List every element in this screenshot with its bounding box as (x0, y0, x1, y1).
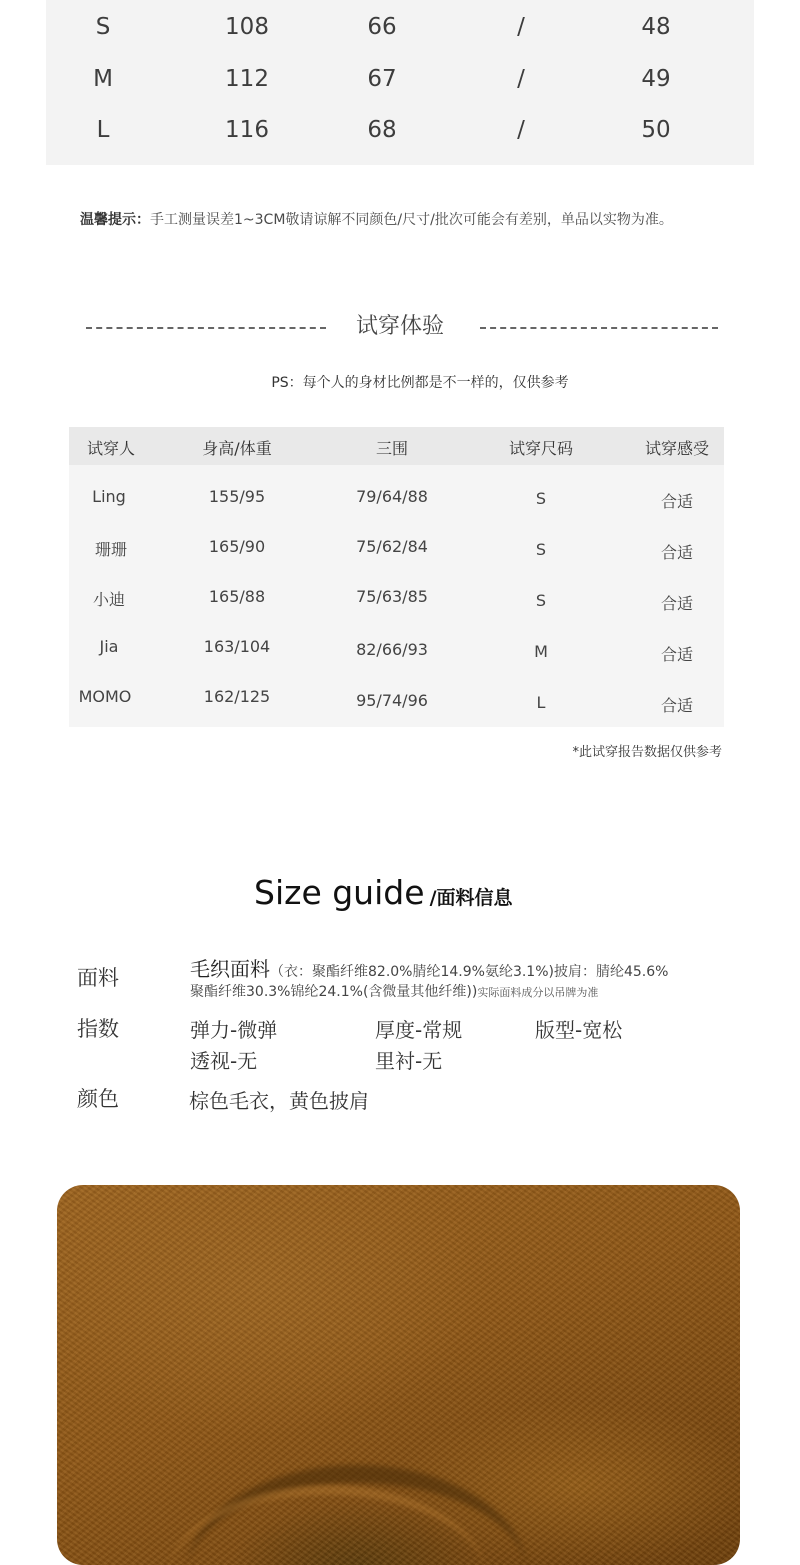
size-cell: L (96, 117, 110, 143)
size-row (46, 53, 754, 105)
trial-cell: 75/62/84 (356, 537, 428, 556)
color-value: 棕色毛衣，黄色披肩 (189, 1089, 369, 1113)
size-table (46, 0, 754, 165)
fabric-detail-1: （衣：聚酯纤维82.0%腈纶14.9%氨纶3.1%)披肩：腈纶45.6% (270, 964, 669, 980)
trial-cell: M (534, 642, 548, 661)
trial-table (69, 427, 724, 727)
size-guide-subtitle: /面料信息 (429, 887, 513, 909)
fabric-note: 实际面料成分以吊牌为准 (477, 986, 599, 999)
fabric-main: 毛织面料 (190, 957, 270, 981)
fabric-swatch-image (57, 1185, 740, 1565)
trial-section-title (0, 310, 800, 346)
header-cell: 身高/体重 (202, 439, 272, 458)
trial-cell: 75/63/85 (356, 587, 428, 606)
table-row (69, 587, 724, 637)
size-cell: 66 (367, 14, 397, 40)
index-item: 厚度-常规 (375, 1018, 463, 1042)
fabric-detail-2: 聚酯纤维30.3%锦纶24.1%(含微量其他纤维)) (190, 984, 478, 1000)
table-row (69, 487, 724, 537)
table-row (69, 537, 724, 587)
report-note: *此试穿报告数据仅供参考 (572, 745, 722, 760)
trial-cell: 合适 (660, 645, 694, 664)
header-cell: 三围 (375, 439, 409, 458)
size-cell: 112 (225, 66, 269, 92)
size-cell: 68 (367, 117, 397, 143)
trial-cell: 合适 (660, 543, 694, 562)
trial-cell: S (535, 489, 547, 508)
trial-cell: 163/104 (203, 637, 271, 656)
trial-cell: 155/95 (208, 487, 266, 506)
index-item: 里衬-无 (375, 1049, 443, 1073)
size-cell: 108 (225, 14, 269, 40)
trial-cell: 珊珊 (94, 540, 128, 559)
size-cell: 50 (641, 117, 671, 143)
header-cell: 试穿人 (86, 439, 136, 458)
color-label: 颜色 (77, 1087, 119, 1111)
notice-text: 手工测量误差1~3CM敬请谅解不同颜色/尺寸/批次可能会有差别，单品以实物为准。 (150, 212, 673, 228)
size-cell: 49 (641, 66, 671, 92)
ps-note: PS：每个人的身材比例都是不一样的，仅供参考 (271, 375, 569, 391)
size-row (46, 1, 754, 53)
trial-cell: Ling (92, 487, 126, 506)
trial-cell: 165/88 (208, 587, 266, 606)
notice-label: 温馨提示： (80, 212, 150, 228)
trial-cell: 82/66/93 (356, 640, 428, 659)
size-guide-heading (254, 873, 513, 912)
trial-cell: 合适 (660, 594, 694, 613)
index-item: 版型-宽松 (535, 1018, 623, 1042)
size-cell: 67 (367, 66, 397, 92)
trial-cell: S (535, 591, 547, 610)
size-cell: / (517, 66, 525, 92)
size-cell: S (95, 14, 111, 40)
trial-cell: 162/125 (203, 687, 271, 706)
trial-cell: 小迪 (92, 590, 126, 609)
trial-cell: MOMO (78, 687, 132, 706)
trial-table-header (69, 427, 724, 465)
divider-right (480, 327, 718, 329)
size-cell: / (517, 117, 525, 143)
trial-cell: L (536, 693, 546, 712)
size-cell: 48 (641, 14, 671, 40)
size-cell: 116 (225, 117, 269, 143)
trial-cell: Jia (99, 637, 119, 656)
index-label: 指数 (77, 1017, 119, 1041)
trial-cell: 95/74/96 (356, 691, 428, 710)
header-cell: 试穿尺码 (508, 439, 574, 458)
fabric-line-1 (190, 953, 668, 982)
trial-cell: 合适 (660, 492, 694, 511)
trial-cell: 合适 (660, 696, 694, 715)
measurement-notice (80, 209, 673, 229)
header-cell: 试穿感受 (644, 439, 710, 458)
fabric-label: 面料 (77, 966, 119, 990)
trial-title: 试穿体验 (355, 314, 444, 339)
trial-cell: S (535, 540, 547, 559)
table-row (69, 637, 724, 687)
size-cell: / (517, 14, 525, 40)
size-cell: M (93, 66, 113, 92)
trial-cell: 79/64/88 (356, 487, 428, 506)
size-row (46, 104, 754, 156)
index-item: 弹力-微弹 (190, 1018, 278, 1042)
index-item: 透视-无 (190, 1049, 258, 1073)
table-row (69, 687, 724, 737)
trial-cell: 165/90 (208, 537, 266, 556)
fabric-line-2 (190, 981, 598, 1001)
size-guide-title: Size guide (254, 873, 425, 912)
